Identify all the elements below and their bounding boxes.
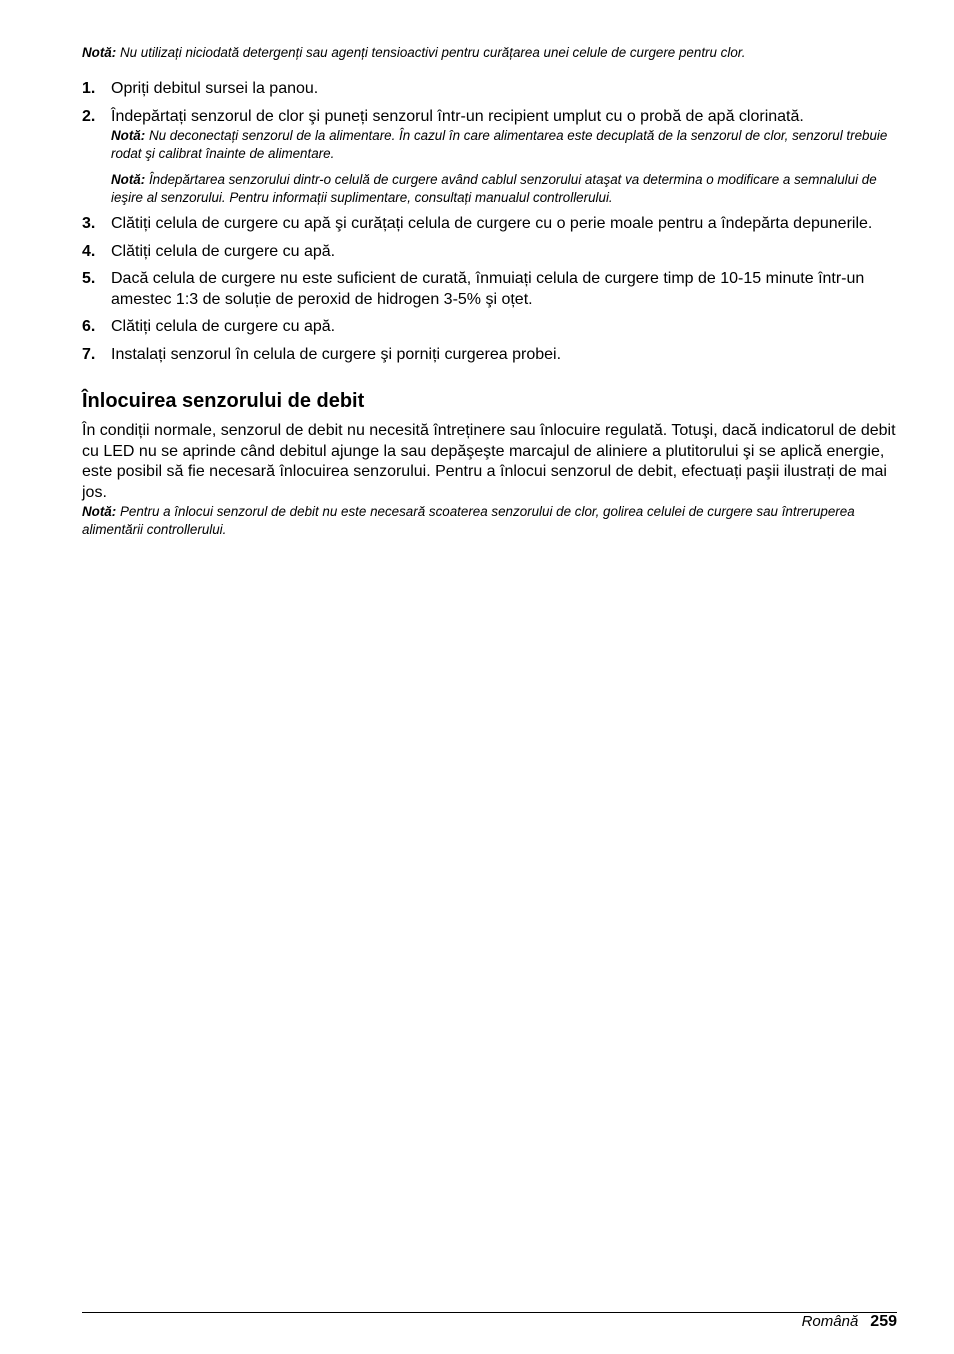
note-text: Pentru a înlocui senzorul de debit nu este necesară scoaterea senzorului de clor, golirea celulei de curgere sau întreruperea alimentării controllerului. — [82, 504, 855, 537]
note-label: Notă: — [111, 172, 146, 187]
note-label: Notă: — [111, 128, 146, 143]
step-number: 6. — [82, 318, 96, 335]
top-note — [82, 44, 897, 62]
step-text: Clătiți celula de curgere cu apă. — [111, 242, 336, 260]
step-text: Opriți debitul sursei la panou. — [111, 80, 319, 97]
step-note — [111, 171, 897, 207]
step-item — [82, 269, 897, 310]
step-item — [82, 345, 897, 366]
step-item — [82, 214, 897, 235]
step-text: Îndepărtați senzorul de clor şi puneți senzorul într-un recipient umplut cu o probă de apă clorinată. — [111, 107, 804, 125]
procedure-steps — [82, 79, 897, 365]
step-item — [82, 79, 897, 100]
footer-language: Română — [801, 1313, 859, 1330]
step-number: 1. — [82, 80, 96, 97]
footer-divider — [82, 1312, 897, 1313]
step-text: Instalați senzorul în celula de curgere şi porniți curgerea probei. — [111, 345, 562, 363]
section-note — [82, 503, 897, 539]
step-item — [82, 107, 897, 208]
step-number: 2. — [82, 107, 96, 125]
page-footer — [802, 1313, 897, 1331]
step-item — [82, 317, 897, 338]
note-text: Îndepărtarea senzorului dintr-o celulă de curgere având cablul senzorului ataşat va determina o modificare a semnalului de ieşire al senzorului. Pentru informații suplimentare, consultați manualul controllerului. — [111, 172, 877, 205]
step-number: 5. — [82, 270, 96, 287]
step-number: 3. — [82, 215, 96, 232]
note-label: Notă: — [82, 504, 117, 519]
step-text: Clătiți celula de curgere cu apă şi curățați celula de curgere cu o perie moale pentru a îndepărta depunerile. — [111, 215, 873, 232]
section-heading: Înlocuirea senzorului de debit — [82, 390, 365, 412]
step-text: Dacă celula de curgere nu este suficient de curată, înmuiați celula de curgere timp de 10-15 minute într-un amestec 1:3 de soluție de peroxid de hidrogen 3-5% şi oțet. — [111, 270, 865, 308]
section-paragraph: În condiții normale, senzorul de debit nu necesită întreținere sau înlocuire regulată. Totuşi, dacă indicatorul de debit cu LED nu se aprinde când debitul ajunge la sau depăşeşte marcajul de aliniere a plutitorului şi se aplică energie, este posibil să fie necesară înlocuirea senzorului. Pentru a înlocui senzorul de debit, efectuați paşii ilustrați de mai jos. — [82, 422, 896, 501]
note-label: Notă: — [82, 45, 117, 60]
document-page — [82, 44, 897, 539]
note-text: Nu utilizați niciodată detergenți sau agenți tensioactivi pentru curățarea unei celule de curgere pentru clor. — [119, 45, 746, 60]
step-number: 7. — [82, 345, 96, 363]
page-number: 259 — [870, 1313, 897, 1330]
step-item — [82, 242, 897, 263]
step-note — [111, 127, 897, 163]
note-text: Nu deconectați senzorul de la alimentare. În cazul în care alimentarea este decuplată de la senzorul de clor, senzorul trebuie rodat şi calibrat înainte de alimentare. — [111, 128, 888, 161]
step-text: Clătiți celula de curgere cu apă. — [111, 318, 336, 335]
step-number: 4. — [82, 242, 96, 260]
